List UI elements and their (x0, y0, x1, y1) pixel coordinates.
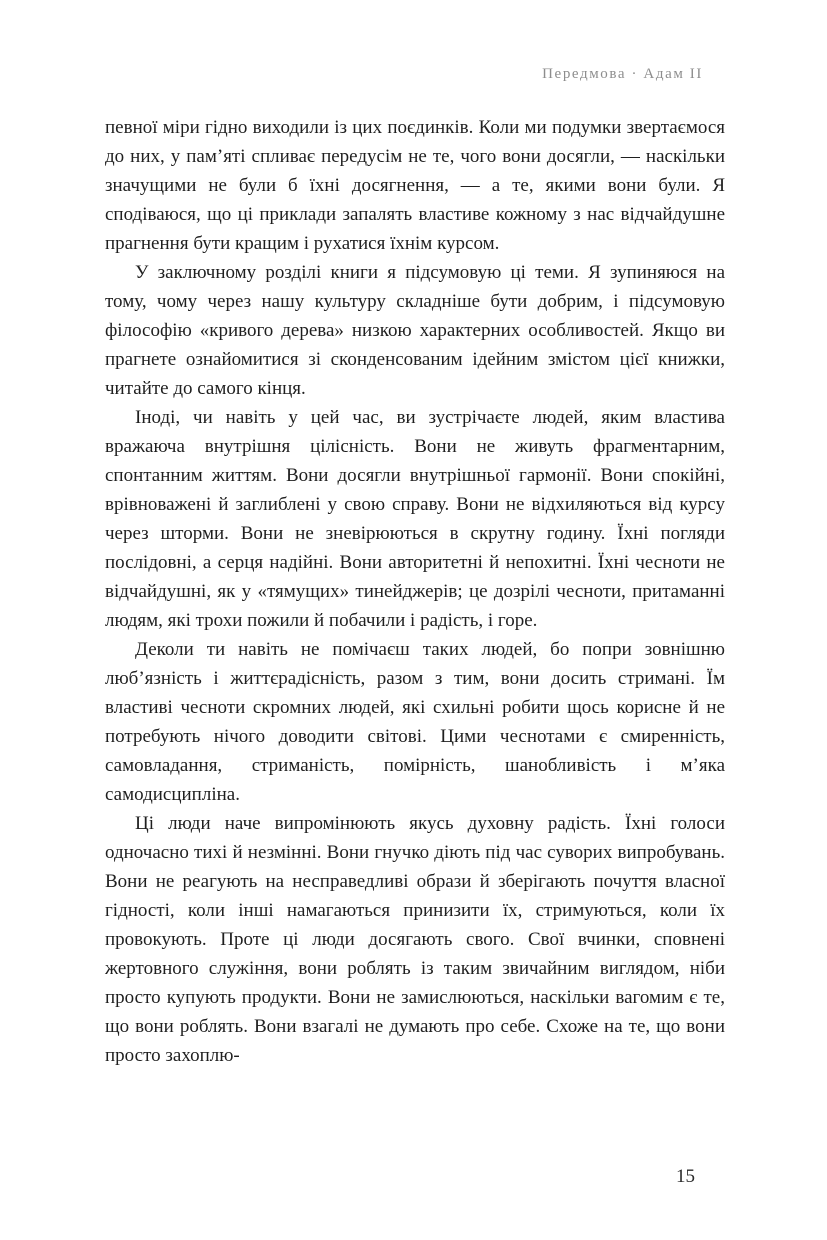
paragraph: Іноді, чи навіть у цей час, ви зустрічаєте людей, яким властива вражаюча внутрішня цілісність. Вони не живуть фрагментарним, спонтанним життям. Вони досягли внутрішньої гармонії. Вони спокійні, врівноважені й заглиблені у свою справу. Вони не відхиляються від курсу через шторми. Вони не зневірюються в скрутну годину. Їхні погляди послідовні, а серця надійні. Вони авторитетні й непохитні. Їхні чесноти не відчайдушні, як у «тямущих» тинейджерів; це дозрілі чесноти, притаманні людям, які трохи пожили й побачили і радість, і горе. (105, 407, 725, 631)
page-number: 15 (676, 1166, 695, 1187)
running-header: Передмова · Адам ІІ (542, 66, 703, 82)
paragraph: Деколи ти навіть не помічаєш таких людей, бо попри зовнішню люб’язність і життєрадісність, разом з тим, вони досить стримані. Їм властиві чесноти скромних людей, які схильні робити щось корисне й не потребують нічого доводити світові. Цими чеснотами є смиренність, самовладання, стриманість, помірність, шанобливість і м’яка самодисципліна. (105, 639, 725, 805)
paragraph: Ці люди наче випромінюють якусь духовну радість. Їхні голоси одночасно тихі й незмінні. Вони гнучко діють під час суворих випробувань. Вони не реагують на несправедливі образи й зберігають почуття власної гідності, коли інші намагаються принизити їх, стримуються, коли їх провокують. Проте ці люди досягають свого. Свої вчинки, сповнені жертовного служіння, вони роблять із таким звичайним виглядом, ніби просто купують продукти. Вони не замислюються, наскільки вагомим є те, що вони роблять. Вони взагалі не думають про себе. Схоже на те, що вони просто захоплю- (105, 813, 725, 1066)
paragraph: певної міри гідно виходили із цих поєдинків. Коли ми подумки звертаємося до них, у пам’яті спливає передусім не те, чого вони досягли, — наскільки значущими не були б їхні досягнення, — а те, якими вони були. Я сподіваюся, що ці приклади запалять властиве кожному з нас відчайдушне прагнення бути кращим і рухатися їхнім курсом. (105, 117, 725, 254)
page-body (105, 113, 725, 1070)
paragraph: У заключному розділі книги я підсумовую ці теми. Я зупиняюся на тому, чому через нашу культуру складніше бути добрим, і підсумовую філософію «кривого дерева» низкою характерних особливостей. Якщо ви прагнете ознайомитися зі сконденсованим ідейним змістом цієї книжки, читайте до самого кінця. (105, 262, 725, 399)
